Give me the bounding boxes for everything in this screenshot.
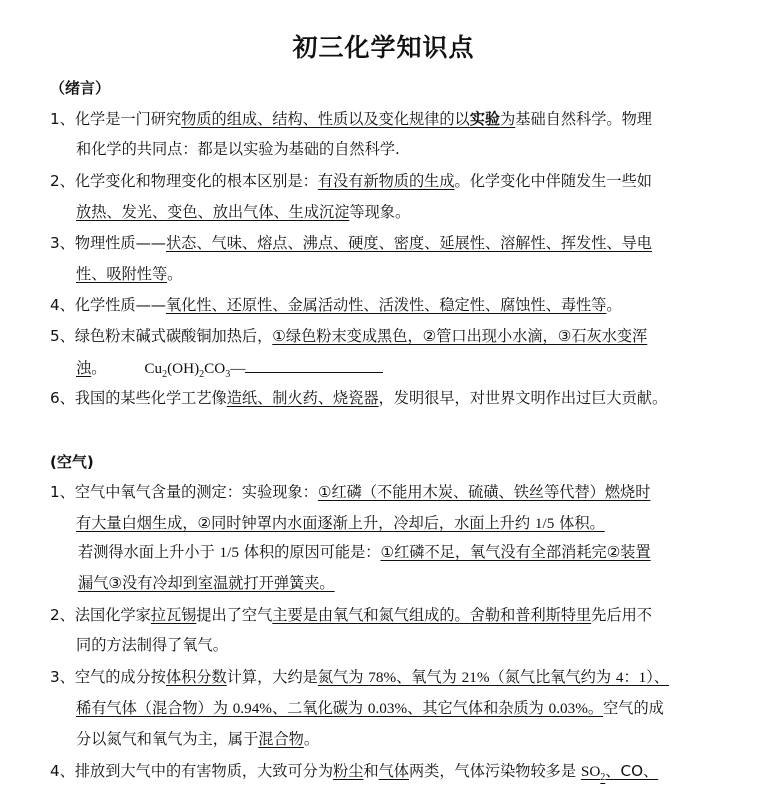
underlined-text: 放热、发光、变色、放出气体、生成沉淀 [76, 203, 350, 221]
list-item-line [50, 171, 652, 191]
text-span: ，发明很早，对世界文明作出过巨大贡献。 [378, 389, 668, 407]
text-span: 法国化学家 [74, 606, 151, 624]
underlined-text: 造纸、制火药、烧瓷器 [226, 389, 379, 407]
underlined-text: 实验 [469, 110, 501, 128]
list-item-line: 同的方法制得了氧气。 [76, 636, 228, 654]
underlined-text: ①红磷不足，氧气没有全部消耗完②装置 [380, 543, 651, 561]
item-number: 3、 [50, 668, 75, 686]
list-item-line [50, 233, 652, 253]
text-span: 1/5 [219, 544, 239, 561]
text-span: 化学是一门研究 [74, 110, 182, 128]
text-span: 排放到大气中的有害物质，大致可分为 [74, 762, 334, 780]
list-item-line [78, 573, 335, 593]
underlined-text: 、氧气为 [396, 668, 462, 686]
underlined-text: 。 [587, 699, 604, 717]
text-span: 先后用不 [591, 606, 652, 624]
list-item-line [50, 109, 652, 129]
underlined-text: ）、 [646, 668, 669, 686]
item-number: 4、 [50, 296, 75, 314]
item-number: 2、 [50, 606, 75, 624]
list-item-line [50, 482, 650, 502]
underlined-text: （氮气比氧气约为 [489, 668, 616, 686]
underlined-text: 氮气为 [317, 668, 369, 686]
underlined-text: 气体 [378, 762, 409, 780]
list-item-line [76, 513, 605, 534]
underlined-text: 舍勒和普利斯特里 [469, 606, 592, 624]
list-item-line [50, 326, 647, 346]
list-item-line [50, 667, 669, 688]
item-number: 4、 [50, 762, 75, 780]
text-span: 计算，大约是 [226, 668, 318, 686]
underlined-text: ①绿色粉末变成黑色，②管口出现小水滴，③石灰水变浑 [272, 327, 648, 345]
underlined-text: 。 [454, 606, 470, 624]
text-span: 物理性质—— [74, 234, 166, 252]
text-span: 。 [606, 296, 622, 314]
answer-blank [245, 358, 383, 373]
item-number: 1、 [50, 483, 75, 501]
text-span: 空气中氧气含量的测定：实验现象： [74, 483, 318, 501]
underlined-text: 性、吸附性等 [76, 265, 168, 283]
text-span: 空气的成分按 [74, 668, 166, 686]
text-span: 化学变化和物理变化的根本区别是： [74, 172, 318, 190]
text-span: 。 [91, 359, 107, 377]
underlined-text: 体积。 [554, 514, 605, 532]
underlined-text: 物质的组成、结构、性质以及变化规律的以 [181, 110, 470, 128]
underlined-text: 为 [500, 110, 516, 128]
list-item-line [50, 295, 622, 315]
item-number: 2、 [50, 172, 75, 190]
list-item-line [50, 761, 658, 782]
underlined-text: ①红磷（不能用木炭、硫磺、铁丝等代替）燃烧时 [317, 483, 651, 501]
text-span: 。化学变化中伴随发生一些如 [454, 172, 652, 190]
item-number: 3、 [50, 234, 75, 252]
text-span: 若测得水面上升小于 [78, 543, 220, 561]
list-item-line: 和化学的共同点：都是以实验为基础的自然科学. [76, 140, 400, 158]
underlined-text: 0.94% [232, 700, 272, 717]
text-span: 。 [167, 265, 183, 283]
section-heading-preface: （绪言） [50, 79, 111, 97]
underlined-text: 、二氧化碳为 [271, 699, 368, 717]
underlined-text: 2 [600, 772, 606, 784]
underlined-text: 21% [461, 669, 490, 686]
text-span: 。 [303, 730, 319, 748]
text-span: 空气的成 [603, 699, 664, 717]
list-item-line [76, 264, 182, 284]
list-item-line [76, 358, 383, 379]
item-number: 6、 [50, 389, 75, 407]
underlined-text: 0.03% [548, 700, 588, 717]
underlined-text: 浊 [76, 359, 92, 377]
text-span: 和 [363, 762, 379, 780]
list-item-line [76, 729, 319, 749]
text-span: 基础自然科学。物理 [515, 110, 652, 128]
chemical-formula: $Cu_2(OH)_2CO_3—$ [144, 360, 246, 381]
page-title: 初三化学知识点 [292, 33, 475, 62]
underlined-text: 、其它气体和杂质为 [407, 699, 549, 717]
list-item-line [78, 542, 651, 563]
text-span: 绿色粉末碱式碳酸铜加热后， [74, 327, 273, 345]
underlined-text: 状态、气味、熔点、沸点、硬度、密度、延展性、溶解性、挥发性、导电 [165, 234, 652, 252]
underlined-text: SO [580, 763, 601, 780]
section-heading-air: (空气) [50, 453, 94, 471]
underlined-text: 氧化性、还原性、金属活动性、活泼性、稳定性、腐蚀性、毒性等 [165, 296, 607, 314]
text-span: 体积的原因可能是： [238, 543, 381, 561]
list-item-line [76, 202, 410, 222]
text-span: 化学性质—— [74, 296, 166, 314]
underlined-text: 漏气③没有冷却到室温就打开弹簧夹。 [78, 574, 335, 592]
text-span: 分以氮气和氧气为主，属于 [76, 730, 259, 748]
list-item-line [50, 605, 652, 625]
underlined-text: 0.03% [367, 700, 408, 717]
underlined-text: 1/5 [534, 515, 555, 532]
underlined-text: 拉瓦锡 [150, 606, 197, 624]
list-item-line [50, 388, 667, 408]
item-number: 5、 [50, 327, 75, 345]
underlined-text: 粉尘 [333, 762, 364, 780]
list-item-line [76, 698, 664, 719]
underlined-text: 有大量白烟生成，②同时钟罩内水面逐渐上升，冷却后，水面上升约 [76, 514, 535, 532]
text-span: 等现象。 [349, 203, 411, 221]
underlined-text: 稀有气体（混合物）为 [76, 699, 233, 717]
text-span: 我国的某些化学工艺像 [74, 389, 227, 407]
underlined-text: 、CO、 [605, 762, 659, 780]
text-span: 提出了空气 [196, 606, 273, 624]
underlined-text: 有没有新物质的生成 [317, 172, 455, 190]
underlined-text: 78% [368, 669, 397, 686]
underlined-text: 主要是由氧气和氮气组成的 [272, 606, 455, 624]
underlined-text: 混合物 [258, 730, 304, 748]
underlined-text: 体积分数 [165, 668, 227, 686]
item-number: 1、 [50, 110, 75, 128]
underlined-text: 4：1 [615, 669, 647, 686]
text-span: 两类，气体污染物较多是 [408, 762, 581, 780]
